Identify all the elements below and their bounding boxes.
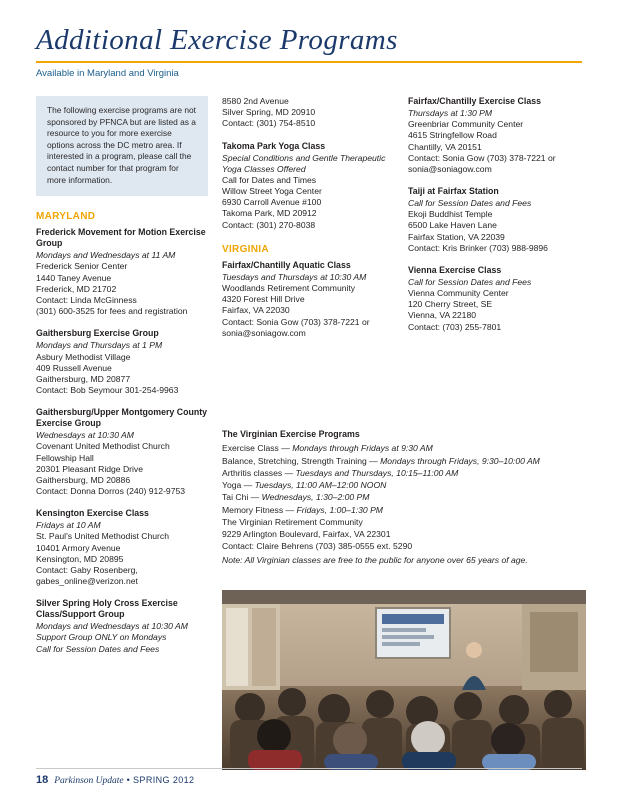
program-schedule: Special Conditions and Gentle Therapeutic Yoga Classes Offered bbox=[222, 152, 386, 174]
program-line: Asbury Methodist Village bbox=[36, 351, 131, 362]
program-schedule: Mondays and Wednesdays at 11 AM bbox=[36, 250, 176, 261]
photo-exercise-class bbox=[222, 590, 586, 770]
program-name: Taiji at Fairfax Station bbox=[408, 186, 499, 197]
virginian-line bbox=[222, 442, 586, 454]
program-line: Chantilly, VA 20151 bbox=[408, 141, 482, 152]
program-line: Fellowship Hall bbox=[36, 452, 94, 463]
program-line: 4320 Forest Hill Drive bbox=[222, 294, 305, 305]
virginian-line-label: Yoga — bbox=[222, 480, 255, 491]
program-line: 10401 Armory Avenue bbox=[36, 542, 121, 553]
virginian-programs-block bbox=[222, 428, 586, 567]
program-name: Gaithersburg/Upper Montgomery County Exercise Group bbox=[36, 407, 208, 429]
program-entry bbox=[36, 328, 208, 396]
page-subtitle: Available in Maryland and Virginia bbox=[36, 68, 179, 79]
program-schedule-note: Call for Session Dates and Fees bbox=[36, 643, 160, 654]
program-contact-email: sonia@soniagow.com bbox=[222, 327, 306, 338]
program-schedule: Call for Session Dates and Fees bbox=[408, 198, 532, 208]
page-title: Additional Exercise Programs bbox=[36, 24, 398, 56]
program-line: 20301 Pleasant Ridge Drive bbox=[36, 463, 144, 474]
program-entry-continued bbox=[222, 96, 394, 130]
program-line: Gaithersburg, MD 20886 bbox=[36, 474, 131, 485]
program-line: Contact: Linda McGinness bbox=[36, 295, 137, 305]
program-name: Fairfax/Chantilly Aquatic Class bbox=[222, 259, 351, 270]
program-line: Contact: (301) 270-8038 bbox=[222, 219, 316, 230]
virginian-line-label: Balance, Stretching, Strength Training — bbox=[222, 455, 381, 466]
program-line: 6500 Lake Haven Lane bbox=[408, 220, 497, 231]
program-line: Contact: (301) 754-8510 bbox=[222, 118, 316, 129]
virginian-line-schedule: Wednesdays, 1:30–2:00 PM bbox=[261, 492, 370, 503]
program-contact-email: gabes_online@verizon.net bbox=[36, 576, 138, 587]
program-line: 1440 Taney Avenue bbox=[36, 272, 112, 283]
program-schedule-note: Support Group ONLY on Mondays bbox=[36, 632, 167, 643]
program-contact-email: sonia@soniagow.com bbox=[408, 163, 492, 174]
column-three bbox=[408, 96, 586, 344]
program-line: Takoma Park, MD 20912 bbox=[222, 208, 317, 219]
program-line: Contact: Kris Brinker (703) 988-9896 bbox=[408, 242, 548, 253]
program-schedule: Call for Session Dates and Fees bbox=[408, 276, 532, 287]
program-line: Contact: Sonia Gow (703) 378-7221 or bbox=[408, 152, 556, 163]
program-line: Fairfax, VA 22030 bbox=[222, 305, 290, 316]
virginian-line-label: Arthritis classes — bbox=[222, 467, 296, 478]
program-schedule: Wednesdays at 10:30 AM bbox=[36, 430, 134, 441]
column-two bbox=[222, 96, 394, 350]
virginian-line-label: Exercise Class — bbox=[222, 443, 293, 454]
program-name: Fairfax/Chantilly Exercise Class bbox=[408, 96, 541, 106]
program-line: Woodlands Retirement Community bbox=[222, 283, 356, 294]
virginian-line-schedule: Fridays, 1:00–1:30 PM bbox=[296, 504, 383, 515]
program-line: 409 Russell Avenue bbox=[36, 362, 112, 373]
program-name: Gaithersburg Exercise Group bbox=[36, 328, 159, 339]
program-line: 6930 Carroll Avenue #100 bbox=[222, 197, 322, 208]
program-line: 8580 2nd Avenue bbox=[222, 96, 289, 106]
program-schedule: Mondays and Thursdays at 1 PM bbox=[36, 340, 163, 351]
program-line: Contact: Sonia Gow (703) 378-7221 or bbox=[222, 316, 370, 327]
program-line: Willow Street Yoga Center bbox=[222, 186, 322, 197]
program-schedule: Fridays at 10 AM bbox=[36, 520, 101, 531]
program-line: Vienna, VA 22180 bbox=[408, 310, 477, 321]
program-line: Silver Spring, MD 20910 bbox=[222, 107, 316, 118]
page-header bbox=[36, 24, 582, 79]
program-line: Contact: (703) 255-7801 bbox=[408, 321, 502, 332]
program-line: 4615 Stringfellow Road bbox=[408, 130, 497, 141]
program-entry bbox=[408, 265, 586, 333]
program-line: Frederick, MD 21702 bbox=[36, 283, 117, 294]
program-line: Gaithersburg, MD 20877 bbox=[36, 373, 131, 384]
program-line: Covenant United Methodist Church bbox=[36, 441, 170, 452]
virginian-line bbox=[222, 479, 586, 491]
program-entry bbox=[222, 141, 394, 231]
program-line: (301) 600-3525 for fees and registration bbox=[36, 306, 188, 317]
virginian-line-schedule: Mondays through Fridays, 9:30–10:00 AM bbox=[380, 455, 540, 466]
program-name: Takoma Park Yoga Class bbox=[222, 140, 326, 151]
program-entry bbox=[408, 186, 586, 254]
program-schedule: Mondays and Wednesdays at 10:30 AM bbox=[36, 621, 188, 632]
page-footer bbox=[36, 768, 582, 786]
footer-bullet-glyph: • bbox=[126, 775, 131, 785]
virginian-line bbox=[222, 491, 586, 503]
program-entry bbox=[36, 227, 208, 317]
program-entry bbox=[222, 260, 394, 339]
program-schedule: Tuesdays and Thursdays at 10:30 AM bbox=[222, 271, 367, 282]
program-line: Contact: Gaby Rosenberg, bbox=[36, 564, 138, 575]
program-name: Frederick Movement for Motion Exercise Group bbox=[36, 227, 206, 249]
publication-name: Parkinson Update bbox=[54, 776, 124, 786]
photo-illustration bbox=[222, 590, 586, 770]
program-line: Kensington, MD 20895 bbox=[36, 553, 124, 564]
section-heading-maryland: MARYLAND bbox=[36, 211, 96, 223]
virginian-title: The Virginian Exercise Programs bbox=[222, 429, 360, 439]
program-entry bbox=[36, 598, 208, 654]
virginian-line-label: Memory Fitness — bbox=[222, 504, 297, 515]
virginian-line-schedule: Tuesdays, 11:00 AM–12:00 NOON bbox=[254, 480, 387, 491]
virginian-address-line: 9229 Arlington Boulevard, Fairfax, VA 22301 bbox=[222, 528, 391, 539]
virginian-line-schedule: Mondays through Fridays at 9:30 AM bbox=[292, 443, 433, 454]
program-line: 120 Cherry Street, SE bbox=[408, 299, 493, 310]
virginian-address-line: The Virginian Retirement Community bbox=[222, 516, 363, 527]
page-number: 18 bbox=[36, 774, 49, 786]
program-entry bbox=[408, 96, 586, 175]
virginian-line-label: Tai Chi — bbox=[222, 492, 262, 503]
program-line: Fairfax Station, VA 22039 bbox=[408, 231, 505, 242]
program-line: Contact: Donna Dorros (240) 912-9753 bbox=[36, 486, 186, 497]
program-entry bbox=[36, 407, 208, 497]
virginian-note: Note: All Virginian classes are free to the public for anyone over 65 years of age. bbox=[222, 555, 528, 566]
program-line: Contact: Bob Seymour 301-254-9963 bbox=[36, 385, 179, 396]
program-name: Kensington Exercise Class bbox=[36, 508, 149, 519]
program-line: Vienna Community Center bbox=[408, 288, 509, 299]
program-entry bbox=[36, 508, 208, 587]
program-line: Call for Dates and Times bbox=[222, 174, 317, 185]
virginian-contact-line: Contact: Claire Behrens (703) 385-0555 ext. 5290 bbox=[222, 541, 413, 552]
virginian-line bbox=[222, 455, 586, 467]
program-line: Ekoji Buddhist Temple bbox=[408, 209, 493, 220]
program-schedule: Thursdays at 1:30 PM bbox=[408, 107, 493, 118]
column-one bbox=[36, 96, 208, 666]
program-name: Vienna Exercise Class bbox=[408, 264, 502, 275]
virginian-line bbox=[222, 467, 586, 479]
program-line: Greenbriar Community Center bbox=[408, 119, 524, 130]
program-line: Frederick Senior Center bbox=[36, 261, 128, 272]
virginian-line bbox=[222, 504, 586, 516]
issue-date: SPRING 2012 bbox=[133, 775, 195, 785]
section-heading-virginia: VIRGINIA bbox=[222, 243, 269, 255]
note-box: The following exercise programs are not sponsored by PFNCA but are listed as a resource to you for more exercise options across the DC metro area. If interested in a program, please call the contact number for that program for more information. bbox=[36, 96, 208, 196]
title-divider bbox=[36, 61, 582, 63]
virginian-line-schedule: Tuesdays and Thursdays, 10:15–11:00 AM bbox=[295, 467, 459, 478]
program-name: Silver Spring Holy Cross Exercise Class/Support Group bbox=[36, 598, 178, 620]
program-line: St. Paul's United Methodist Church bbox=[36, 531, 169, 542]
